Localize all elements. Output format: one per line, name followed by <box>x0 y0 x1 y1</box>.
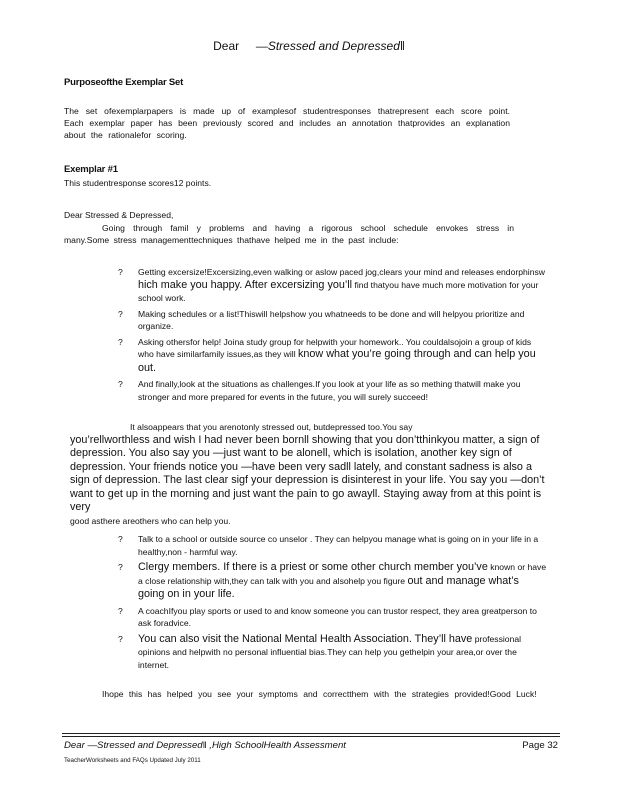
strategy-list <box>118 266 548 406</box>
list-item <box>118 336 548 376</box>
help-list <box>118 533 548 674</box>
item-text-large-2: out and manage what’s going on in your life. <box>138 574 519 600</box>
footer-title: Dear —Stressed and Depressed‖ ,High SchoolHealth Assessment <box>64 740 346 751</box>
footer-rule-thin <box>62 736 560 737</box>
item-text-large: know what you’re going through and can help you out. <box>138 348 536 374</box>
list-item <box>118 378 548 403</box>
footer <box>64 740 558 751</box>
paragraph-large: you’rellworthless and wish I had never been bornll showing that you don’tthinkyou matter, a sign of depression. You also say you —just want to be alonell, which is isolation, another key sign of depression. Your friends notice you —have been very sadll lately, and constant sadness is also a sign of depression. The last clear sigf your depression is disinterest in your life. You say you —don’t want to get up in the morning and just want the pain to go awayll. Staying away from at this point is very <box>70 433 545 513</box>
item-text: professional opinions and helpwith no personal influential bias.They can help you gethelpin your area,or over the internet. <box>138 633 522 670</box>
item-text: Asking othersfor help! Joina study group for helpwith your homework.. You couldalsojoin a group of kids who have similarfamily issues,as they will <box>138 336 532 359</box>
page-title <box>0 39 618 53</box>
item-text-large: Clergy members. If there is a priest or some other church member you’ve <box>138 561 488 573</box>
bullet-glyph: ? <box>118 379 123 389</box>
footer-rule <box>62 733 560 734</box>
exemplar-score: This studentresponse scores12 points. <box>64 178 212 188</box>
item-text-large: hich make you happy. After excersizing you’ll <box>138 278 353 291</box>
item-text: Talk to a school or outside source co unselor . They can helpyou manage what is going on in your life in a healthy,non - harmful way. <box>138 534 539 557</box>
purpose-text: The set ofexemplarpapers is made up of examplesof studentresponses thatrepresent each score point. Each exemplar paper has been previously scored and includes an annotation thatprovides an explanation about the rationalefor scoring. <box>64 106 510 141</box>
item-text-cont: find thatyou have much more motivation for your school work. <box>138 279 539 303</box>
bullet-glyph: ? <box>118 534 123 544</box>
letter-closing: Ihope this has helped you see your symptoms and correctthem with the strategies provided!Good Luck! <box>102 689 537 699</box>
depression-paragraph <box>70 421 550 527</box>
paragraph-small: It alsoappears that you arenotonly stressed out, butdepressed too.You say <box>130 422 413 432</box>
page-number: Page 32 <box>522 740 558 751</box>
item-text: A coachIfyou play sports or used to and know someone you can trustor respect, they area greatperson to ask foradvice. <box>138 605 537 628</box>
item-text: And finally,look at the situations as challenges.If you look at your life as so mething thatwill make you stronger and more prepared for events in the future, you will surely succeed! <box>138 379 521 402</box>
list-item <box>118 633 548 672</box>
list-item <box>118 266 548 305</box>
title-prefix: Dear <box>213 39 240 53</box>
item-text-large: You can also visit the National Mental Health Association. They’ll have <box>138 632 473 645</box>
letter-greeting: Dear Stressed & Depressed, <box>64 210 174 220</box>
bullet-glyph: ? <box>118 633 123 644</box>
bullet-glyph: ? <box>118 605 123 616</box>
exemplar-heading: Exemplar #1 <box>64 164 118 175</box>
item-text: known or have a close relationship with,they can talk with you and alsohelp you figure <box>138 562 547 586</box>
purpose-heading: Purposeofthe Exemplar Set <box>64 77 184 88</box>
item-text: Making schedules or a list!Thiswill helpshow you whatneeds to be done and will helpyou prioritize and organize. <box>138 308 525 331</box>
bullet-glyph: ? <box>118 308 123 319</box>
bullet-glyph: ? <box>118 562 123 572</box>
list-item <box>118 561 548 602</box>
item-text: Getting excersize!Excersizing,even walking or aslow paced jog,clears your mind and releases endorphinsw <box>138 267 545 277</box>
title-italic: —Stressed and Depressed‖ <box>255 39 405 53</box>
letter-intro: Going through famil y problems and having a rigorous school schedule envokes stress in many.Some stress managementtechniques thathave helped me in the past include: <box>64 223 514 245</box>
paragraph-end: good asthere areothers who can help you. <box>70 515 231 526</box>
list-item <box>118 533 548 558</box>
bullet-glyph: ? <box>118 267 123 277</box>
bullet-glyph: ? <box>118 336 123 347</box>
list-item <box>118 308 548 333</box>
list-item <box>118 605 548 630</box>
footer-subtitle: TeacherWorksheets and FAQs Updated July 2011 <box>64 757 201 764</box>
